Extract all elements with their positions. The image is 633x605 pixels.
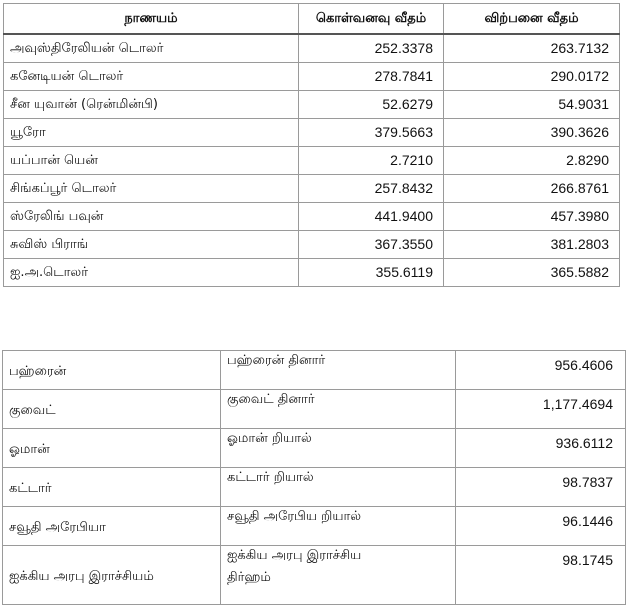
gulf-body: [3, 351, 626, 605]
country-cell: கட்டார்: [3, 468, 221, 507]
country-cell: ஐக்கிய அரபு இராச்சியம்: [3, 546, 221, 605]
currency-name-cell: ஸ்ரேலிங் பவுன்: [4, 203, 299, 231]
currency-cell: [221, 546, 456, 605]
buying-rate-cell: 252.3378: [299, 34, 444, 63]
currency-name-cell: ஐ.அ.டொலர்: [4, 259, 299, 287]
country-cell: பஹ்ரைன்: [3, 351, 221, 390]
buying-rate-cell: 367.3550: [299, 231, 444, 259]
selling-rate-cell: 54.9031: [444, 91, 620, 119]
table-row: [4, 91, 620, 119]
table-row: [3, 507, 626, 546]
buying-rate-cell: 379.5663: [299, 119, 444, 147]
selling-rate-cell: 365.5882: [444, 259, 620, 287]
selling-rate-cell: 381.2803: [444, 231, 620, 259]
rate-value-cell: 98.1745: [456, 546, 626, 605]
table-row: [4, 63, 620, 91]
currency-name-cell: அவுஸ்திரேலியன் டொலர்: [4, 34, 299, 63]
buying-rate-cell: 355.6119: [299, 259, 444, 287]
rate-value-cell: 98.7837: [456, 468, 626, 507]
rate-value-cell: 956.4606: [456, 351, 626, 390]
table-row: [4, 147, 620, 175]
rates-body: [4, 34, 620, 287]
buying-rate-cell: 441.9400: [299, 203, 444, 231]
currency-cell: [221, 468, 456, 507]
buying-rate-cell: 52.6279: [299, 91, 444, 119]
table-row: [4, 175, 620, 203]
currency-name: பஹ்ரைன் தினார்: [227, 353, 326, 368]
buying-rate-cell: 257.8432: [299, 175, 444, 203]
table-header-row: [4, 4, 620, 35]
country-cell: சவூதி அரேபியா: [3, 507, 221, 546]
currency-name-cell: சுவிஸ் பிராங்: [4, 231, 299, 259]
buying-rate-cell: 278.7841: [299, 63, 444, 91]
selling-rate-cell: 266.8761: [444, 175, 620, 203]
selling-rate-cell: 457.3980: [444, 203, 620, 231]
selling-rate-cell: 2.8290: [444, 147, 620, 175]
currency-name: கட்டார் றியால்: [227, 470, 314, 485]
rate-value-cell: 936.6112: [456, 429, 626, 468]
exchange-rates-table: [3, 3, 620, 287]
country-cell: ஓமான்: [3, 429, 221, 468]
currency-name-line2: திர்ஹம்: [227, 570, 271, 585]
selling-rate-cell: 390.3626: [444, 119, 620, 147]
currency-name: குவைட் தினார்: [227, 392, 315, 407]
rate-value-cell: 1,177.4694: [456, 390, 626, 429]
currency-name-cell: சீன யுவான் (ரென்மின்பி): [4, 91, 299, 119]
table-row: [3, 546, 626, 605]
currency-name-cell: யப்பான் யென்: [4, 147, 299, 175]
rate-value-cell: 96.1446: [456, 507, 626, 546]
table-row: [4, 259, 620, 287]
table-row: [4, 119, 620, 147]
currency-cell: [221, 390, 456, 429]
table-row: [4, 231, 620, 259]
header-currency: நாணயம்: [4, 4, 299, 35]
currency-cell: [221, 429, 456, 468]
buying-rate-cell: 2.7210: [299, 147, 444, 175]
table-row: [3, 351, 626, 390]
table-row: [4, 203, 620, 231]
table-row: [3, 390, 626, 429]
currency-name: ஐக்கிய அரபு இராச்சிய: [227, 548, 362, 563]
selling-rate-cell: 290.0172: [444, 63, 620, 91]
currency-name-cell: கனேடியன் டொலர்: [4, 63, 299, 91]
header-selling-rate: விற்பனை வீதம்: [444, 4, 620, 35]
currency-name: சவூதி அரேபிய றியால்: [227, 509, 362, 524]
currency-name-cell: சிங்கப்பூர் டொலர்: [4, 175, 299, 203]
table-row: [4, 34, 620, 63]
gulf-rates-table: [2, 350, 626, 605]
currency-name-cell: யூரோ: [4, 119, 299, 147]
currency-cell: [221, 351, 456, 390]
table-row: [3, 468, 626, 507]
currency-cell: [221, 507, 456, 546]
currency-name: ஓமான் றியால்: [227, 431, 312, 446]
header-buying-rate: கொள்வனவு வீதம்: [299, 4, 444, 35]
table-row: [3, 429, 626, 468]
selling-rate-cell: 263.7132: [444, 34, 620, 63]
country-cell: குவைட்: [3, 390, 221, 429]
